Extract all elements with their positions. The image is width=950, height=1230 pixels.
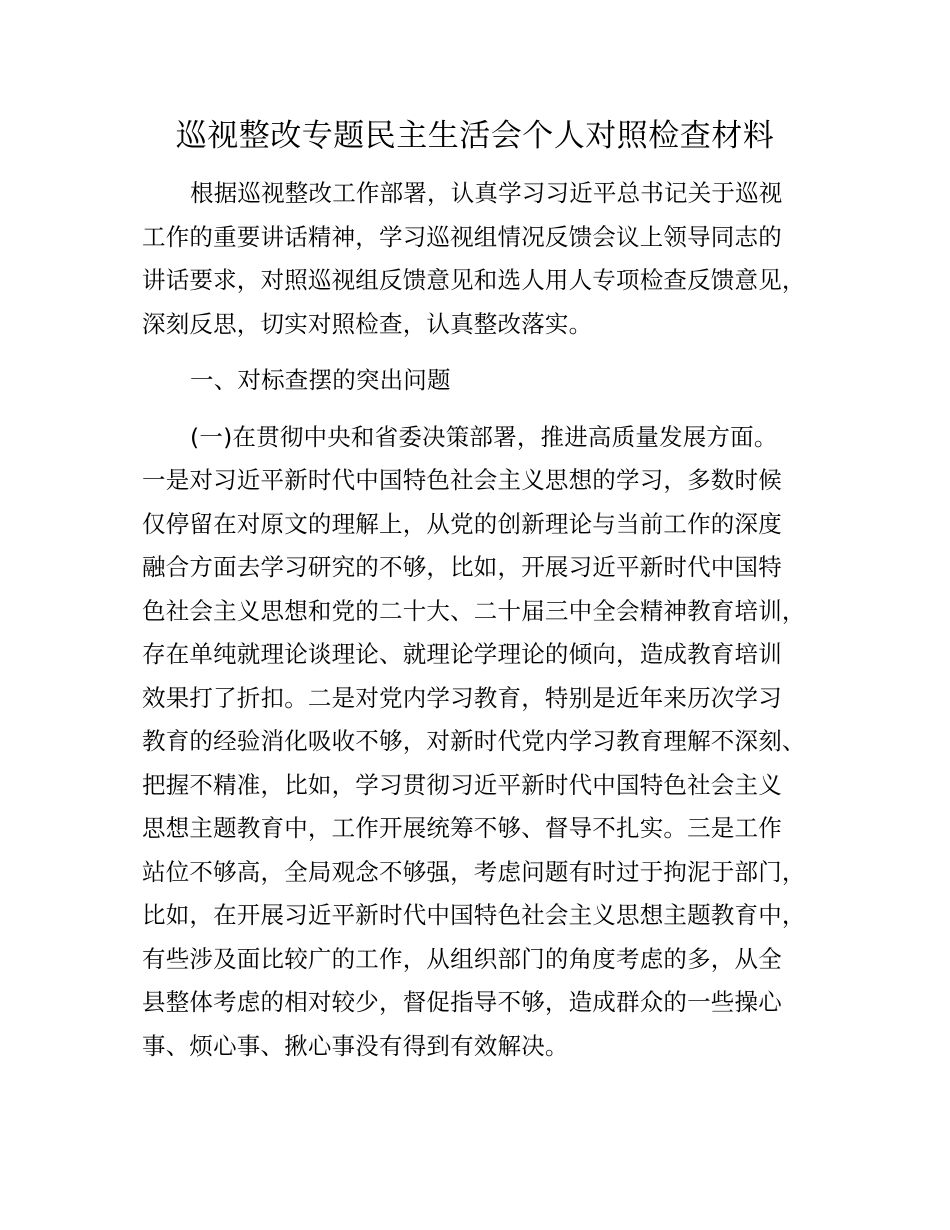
- paragraph-spacer: [142, 403, 842, 416]
- paragraph-line: 思想主题教育中，工作开展统筹不够、督导不扎实。三是工作: [142, 814, 782, 842]
- document-title: 巡视整改专题民主生活会个人对照检查材料: [175, 118, 775, 154]
- paragraph-line: 事、烦心事、揪心事没有得到有效解决。: [142, 1031, 569, 1060]
- paragraph-spacer: [142, 346, 842, 359]
- paragraph-line: 仅停留在对原文的理解上，从党的创新理论与当前工作的深度: [142, 509, 782, 538]
- paragraph-line: 融合方面去学习研究的不够，比如，开展习近平新时代中国特: [142, 553, 782, 581]
- paragraph-line: 一是对习近平新时代中国特色社会主义思想的学习，多数时候: [142, 466, 782, 494]
- paragraph-line: 工作的重要讲话精神，学习巡视组情况反馈会议上领导同志的: [142, 222, 782, 251]
- paragraph-line: 把握不精准，比如，学习贯彻习近平新时代中国特色社会主义: [142, 770, 782, 799]
- paragraph-line: 存在单纯就理论谈理论、就理论学理论的倾向，造成教育培训: [142, 640, 782, 668]
- paragraph-line: 有些涉及面比较广的工作，从组织部门的角度考虑的多，从全: [142, 944, 782, 973]
- paragraph-line: 站位不够高，全局观念不够强，考虑问题有时过于拘泥于部门，: [142, 857, 806, 886]
- section-heading: 一、对标查摆的突出问题: [190, 366, 451, 394]
- paragraph-line: 效果打了折扣。二是对党内学习教育，特别是近年来历次学习: [142, 683, 782, 712]
- paragraph-line: 色社会主义思想和党的二十大、二十届三中全会精神教育培训，: [142, 596, 806, 625]
- intro-paragraph: [142, 172, 842, 346]
- paragraph-line: 县整体考虑的相对较少，督促指导不够，造成群众的一些操心: [142, 988, 782, 1016]
- subsection-heading: (一)在贯彻中央和省委决策部署，推进高质量发展方面。: [190, 422, 778, 451]
- paragraph-line: 教育的经验消化吸收不够，对新时代党内学习教育理解不深刻、: [142, 727, 806, 755]
- subsection-paragraph: [142, 416, 842, 1069]
- paragraph-line: 深刻反思，切实对照检查，认真整改落实。: [142, 309, 593, 338]
- document-body: [142, 172, 842, 1068]
- paragraph-line: 比如，在开展习近平新时代中国特色社会主义思想主题教育中，: [142, 901, 806, 929]
- paragraph-line: 讲话要求，对照巡视组反馈意见和选人用人专项检查反馈意见，: [142, 266, 806, 294]
- paragraph-line: 根据巡视整改工作部署，认真学习习近平总书记关于巡视: [190, 179, 783, 207]
